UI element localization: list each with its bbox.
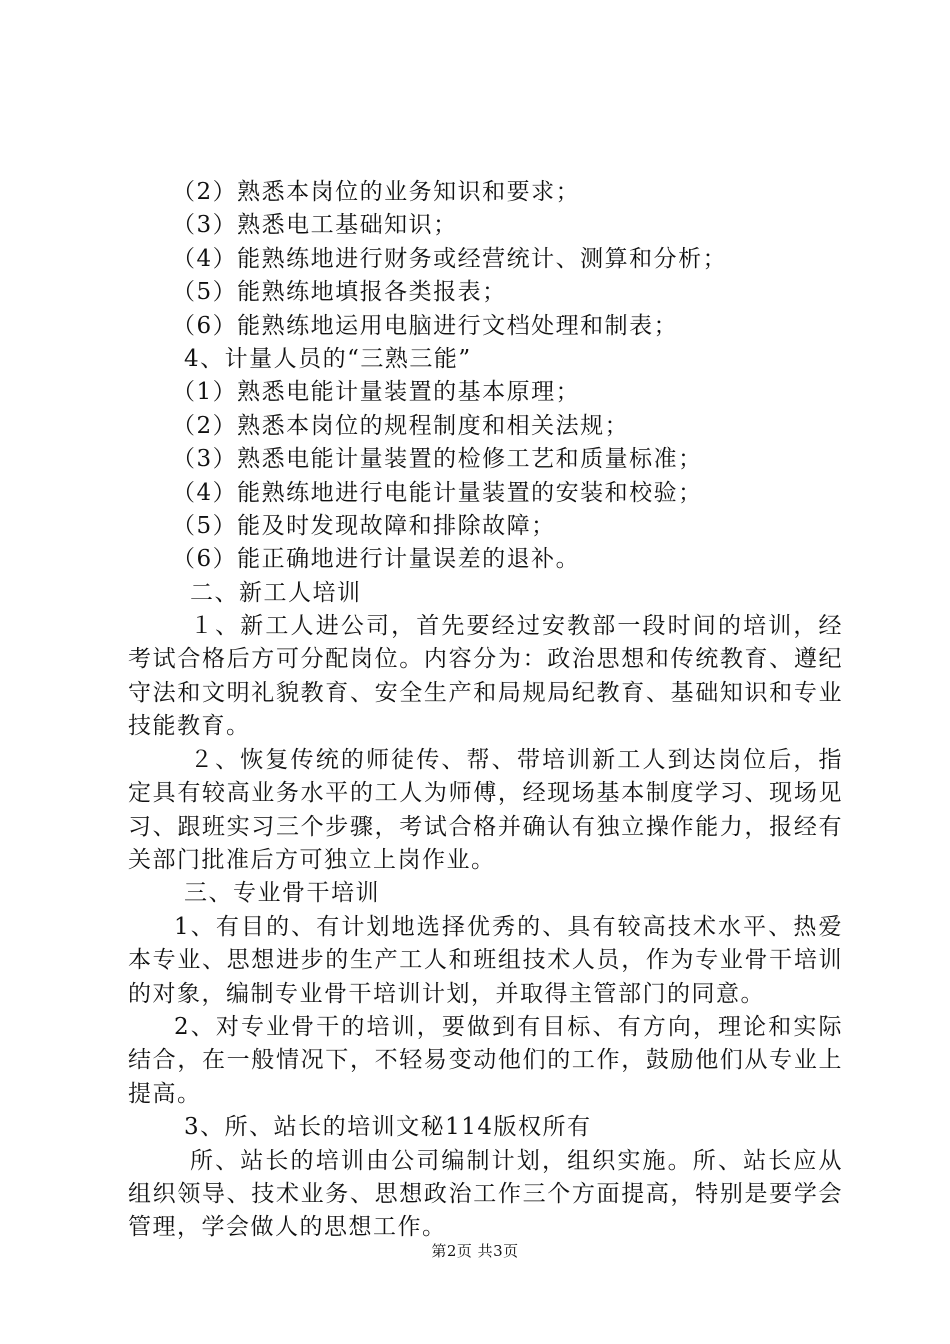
metering-item-5: （5）能及时发现故障和排除故障； [172,512,556,539]
list-item-6: （6）能熟练地运用电脑进行文档处理和制表； [172,312,679,339]
metering-item-3: （3）熟悉电能计量装置的检修工艺和质量标准； [172,446,703,473]
list-item-5: （5）能熟练地填报各类报表； [172,279,507,306]
list-item-2: （2）熟悉本岗位的业务知识和要求； [172,179,581,205]
metering-item-2: （2）熟悉本岗位的规程制度和相关法规； [172,412,630,439]
paragraph-backbone-2: 2、对专业骨干的培训，要做到有目标、有方向，理论和实际结合，在一般情况下，不轻易变动他们的工作，鼓励他们从专业上提高。 [128,1013,843,1107]
paragraph-new-workers-1: １、新工人进公司，首先要经过安教部一段时间的培训，经考试合格后方可分配岗位。内容分为：政治思想和传统教育、遵纪守法和文明礼貌教育、安全生产和局规局纪教育、基础知识和专业技能教育。 [128,613,843,740]
paragraph-station-chief: 所、站长的培训由公司编制计划，组织实施。所、站长应从组织领导、技术业务、思想政治工作三个方面提高，特别是要学会管理，学会做人的思想工作。 [128,1147,843,1241]
page-footer: 第2页 共3页 [431,1242,519,1260]
section-heading-backbone: 三、专业骨干培训 [184,880,380,907]
metering-item-4: （4）能熟练地进行电能计量装置的安装和校验； [172,479,703,506]
paragraph-backbone-1: 1、有目的、有计划地选择优秀的、具有较高技术水平、热爱本专业、思想进步的生产工人和班组技术人员，作为专业骨干培训的对象，编制专业骨干培训计划，并取得主管部门的同意。 [128,913,843,1007]
section-heading-metering: 4、计量人员的“三熟三能” [184,345,472,372]
metering-item-6: （6）能正确地进行计量误差的退补。 [172,546,581,573]
list-item-4: （4）能熟练地进行财务或经营统计、测算和分析； [172,245,728,272]
document-body [128,176,843,1245]
section-heading-new-workers: 二、新工人培训 [190,579,362,606]
list-item-3: （3）熟悉电工基础知识； [172,212,458,239]
section-heading-station-chief: 3、所、站长的培训文秘114版权所有 [184,1114,592,1141]
paragraph-new-workers-2: ２、恢复传统的师徒传、帮、带培训新工人到达岗位后，指定具有较高业务水平的工人为师傅，经现场基本制度学习、现场见习、跟班实习三个步骤，考试合格并确认有独立操作能力，报经有关部门批准后方可独立上岗作业。 [128,746,843,873]
metering-item-1: （1）熟悉电能计量装置的基本原理； [172,379,581,406]
